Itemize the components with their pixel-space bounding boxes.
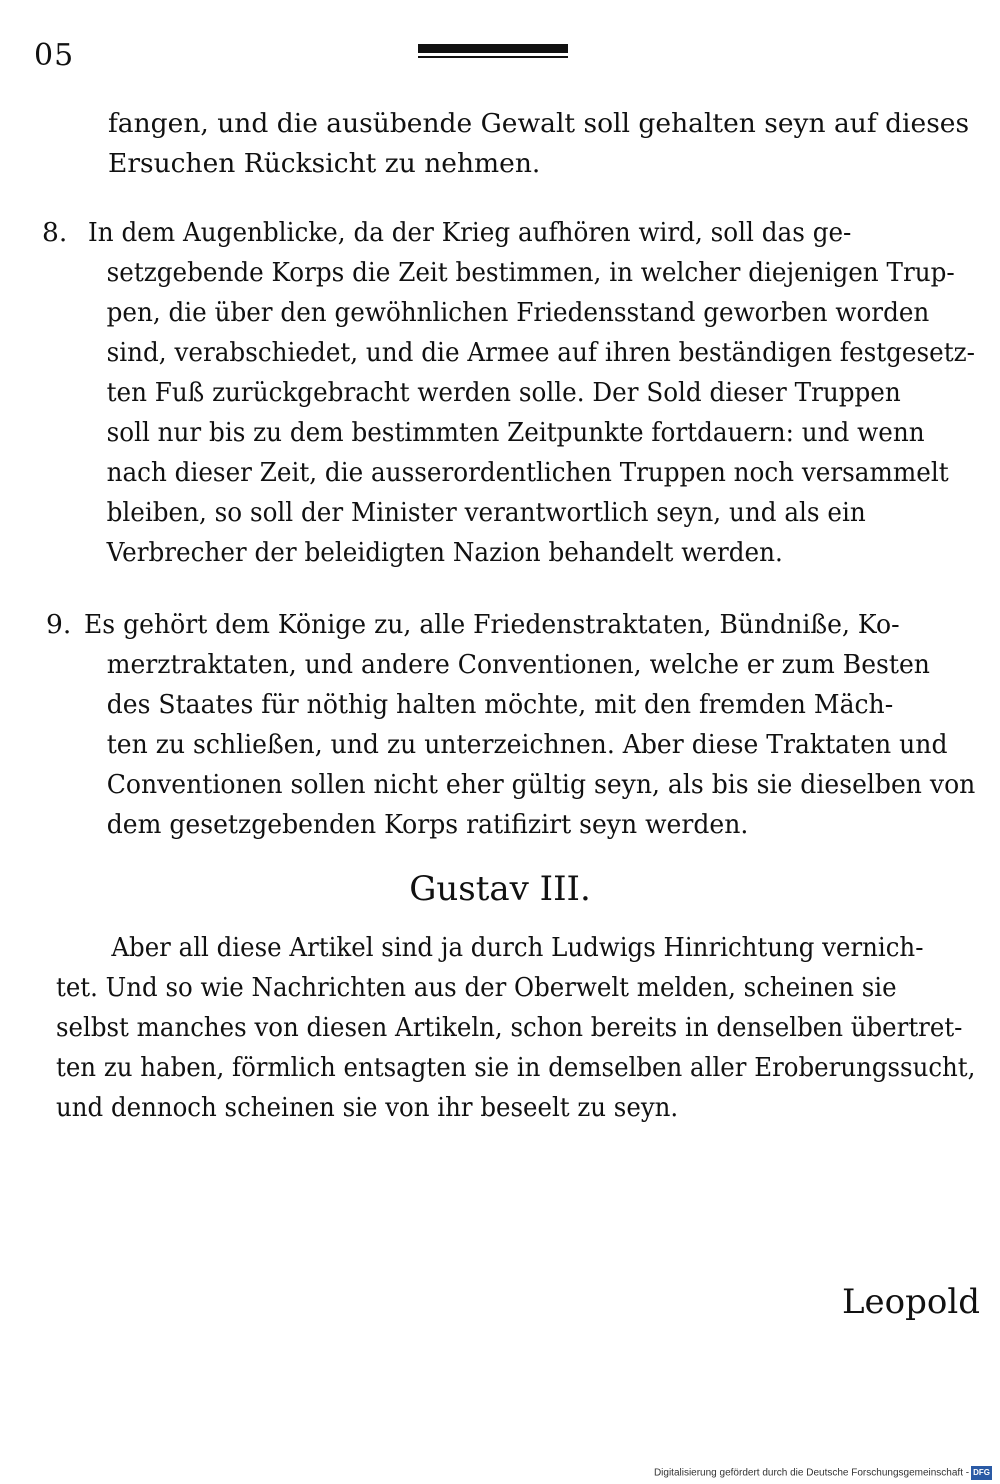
text-line: tet. Und so wie Nachrichten aus der Oberwelt melden, scheinen sie xyxy=(56,972,897,1003)
footer-text: Digitalisierung gefördert durch die Deutsche Forschungsgemeinschaft - xyxy=(653,1467,970,1479)
text-line: dem gesetzgebenden Korps ratifizirt seyn werden. xyxy=(106,809,749,840)
text-line: soll nur bis zu dem bestimmten Zeitpunkte fortdauern: und wenn xyxy=(106,417,925,448)
text-line: sind, verabschiedet, und die Armee auf ihren beständigen festgesetz- xyxy=(106,337,975,368)
text-line: des Staates für nöthig halten möchte, mit den fremden Mäch- xyxy=(106,689,894,720)
text-line: nach dieser Zeit, die ausserordentlichen Truppen noch versammelt xyxy=(106,457,949,488)
item-number: 8. xyxy=(42,217,68,248)
text-line: Verbrecher der beleidigten Nazion behandelt werden. xyxy=(106,537,783,568)
text-line: In dem Augenblicke, da der Krieg aufhören wird, soll das ge- xyxy=(88,217,852,248)
header-rule xyxy=(418,44,568,58)
text-line: Aber all diese Artikel sind ja durch Ludwigs Hinrichtung vernich- xyxy=(111,932,924,963)
digitization-footer xyxy=(654,1466,992,1480)
text-line: Conventionen sollen nicht eher gültig seyn, als bis sie dieselben von xyxy=(106,769,976,800)
text-line: selbst manches von diesen Artikeln, schon bereits in denselben übertret- xyxy=(56,1012,963,1043)
text-line: bleiben, so soll der Minister verantwortlich seyn, und als ein xyxy=(106,497,866,528)
item-paragraph xyxy=(84,605,1000,845)
text-line: Ersuchen Rücksicht zu nehmen. xyxy=(108,148,541,179)
speaker-heading: Gustav III. xyxy=(409,869,591,909)
header-rule-thick xyxy=(418,44,568,53)
dfg-logo-icon: DFG xyxy=(971,1466,992,1480)
text-line: ten Fuß zurückgebracht werden solle. Der Sold dieser Truppen xyxy=(106,377,901,408)
item-paragraph xyxy=(88,213,1000,573)
text-line: Es gehört dem Könige zu, alle Friedenstraktaten, Bündniße, Ko- xyxy=(84,609,900,640)
item-number: 9. xyxy=(46,609,72,640)
text-line: merztraktaten, und andere Conventionen, welche er zum Besten xyxy=(106,649,930,680)
text-line: fangen, und die ausübende Gewalt soll gehalten seyn auf dieses xyxy=(108,108,970,139)
speech-paragraph xyxy=(56,928,1000,1128)
page-number: 05 xyxy=(34,38,75,73)
text-line: und dennoch scheinen sie von ihr beseelt zu seyn. xyxy=(56,1092,679,1123)
text-line: ten zu haben, förmlich entsagten sie in demselben aller Eroberungssucht, xyxy=(56,1052,976,1083)
text-line: ten zu schließen, und zu unterzeichnen. Aber diese Traktaten und xyxy=(106,729,948,760)
catchword: Leopold xyxy=(841,1282,980,1322)
text-line: setzgebende Korps die Zeit bestimmen, in welcher diejenigen Trup- xyxy=(106,257,955,288)
header-rule-thin xyxy=(418,56,568,58)
intro-paragraph xyxy=(108,104,969,184)
text-line: pen, die über den gewöhnlichen Friedensstand geworben worden xyxy=(106,297,930,328)
